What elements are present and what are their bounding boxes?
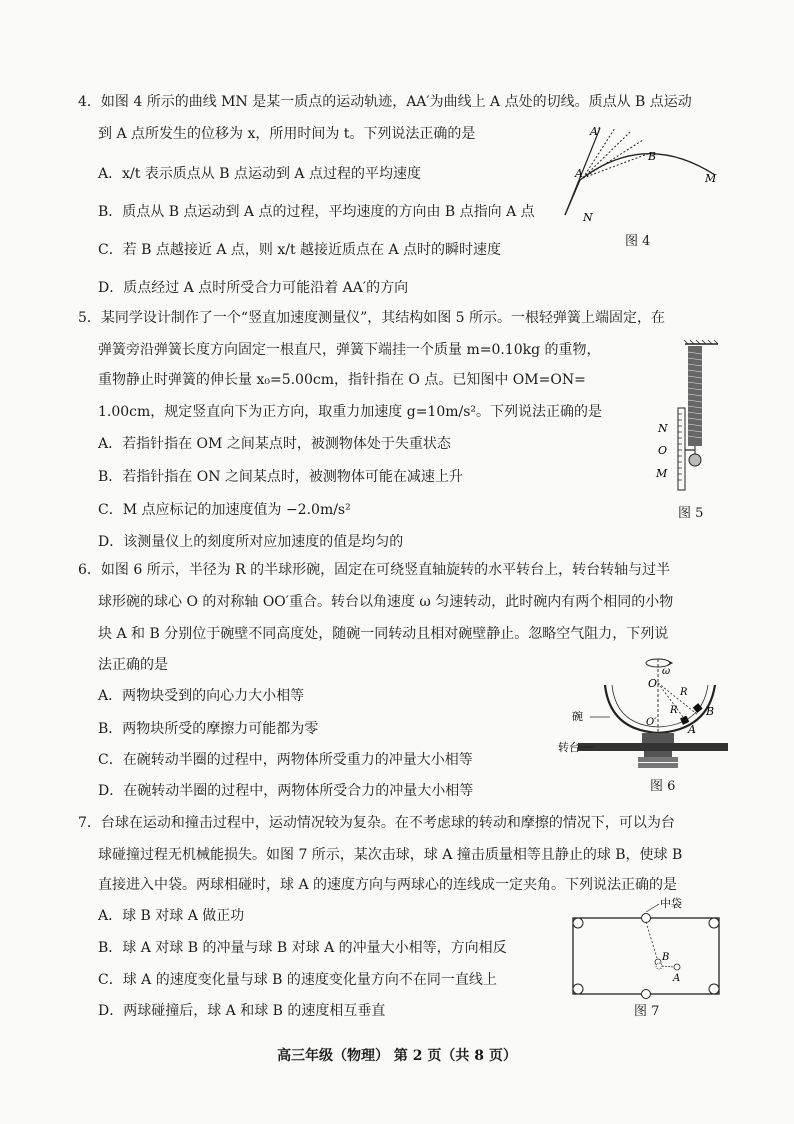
figure-5-caption: 图 5	[678, 506, 704, 521]
fig6-label-bowl: 碗	[572, 710, 583, 723]
fig7-label-b: B	[662, 952, 670, 963]
q7-option-c: C．球 A 的速度变化量与球 B 的速度变化量方向不在同一直线上	[98, 972, 497, 988]
fig6-label-r2: R	[670, 705, 678, 716]
q7-stem-line-1: 7．台球在运动和撞击过程中，运动情况较为复杂。在不考虑球的转动和摩擦的情况下，可以为台	[78, 815, 675, 831]
fig6-label-omega: ω	[662, 666, 671, 677]
q6-option-b: B．两物块所受的摩擦力可能都为零	[98, 721, 319, 737]
q5-stem-line-1: 5．某同学设计制作了一个“竖直加速度测量仪”，其结构如图 5 所示。一根轻弹簧上端固定，在	[78, 310, 666, 326]
q5-stem-line-2: 弹簧旁沿弹簧长度方向固定一根直尺，弹簧下端挂一个质量 m=0.10kg 的重物，	[98, 342, 601, 358]
q4-option-c: C．若 B 点越接近 A 点，则 x/t 越接近质点在 A 点时的瞬时速度	[98, 242, 502, 258]
q5-option-c: C．M 点应标记的加速度值为 −2.0m/s²	[98, 502, 351, 518]
fig4-label-b: B	[648, 150, 657, 163]
q6-stem-line-2: 球形碗的球心 O 的对称轴 OO′重合。转台以角速度 ω 匀速转动，此时碗内有两个相同的小物	[98, 594, 674, 610]
figure-4-diagram	[555, 120, 735, 230]
fig5-label-n: N	[658, 422, 668, 435]
figure-7-caption: 图 7	[634, 1004, 660, 1019]
q6-option-c: C．在碗转动半圈的过程中，两物体所受重力的冲量大小相等	[98, 752, 473, 768]
q4-stem-line-2: 到 A 点所发生的位移为 x，所用时间为 t。下列说法正确的是	[98, 126, 476, 142]
q7-option-d: D．两球碰撞后，球 A 和球 B 的速度相互垂直	[98, 1003, 386, 1019]
fig6-label-o: O	[648, 677, 658, 690]
fig6-label-r1: R	[680, 687, 688, 698]
fig7-label-side-pocket: 中袋	[660, 897, 682, 910]
q7-option-a: A．球 B 对球 A 做正功	[98, 908, 245, 924]
q4-option-d: D．质点经过 A 点时所受合力可能沿着 AA′的方向	[98, 280, 409, 296]
q7-stem-line-2: 球碰撞过程无机械能损失。如图 7 所示，某次击球，球 A 撞击质量相等且静止的球 B，使球 B	[98, 847, 683, 863]
fig4-label-a: A	[575, 167, 583, 180]
q4-stem-line-1: 4．如图 4 所示的曲线 MN 是某一质点的运动轨迹，AA′为曲线上 A 点处的切线。质点从 B 点运动	[78, 94, 692, 110]
figure-4-caption: 图 4	[625, 234, 651, 249]
q5-stem-line-3: 重物静止时弹簧的伸长量 x₀=5.00cm，指针指在 O 点。已知图中 OM=ON=	[98, 372, 586, 388]
q6-stem-line-4: 法正确的是	[98, 657, 168, 673]
figure-6-caption: 图 6	[650, 779, 676, 794]
fig5-label-o: O	[658, 444, 668, 457]
figure-7-diagram	[565, 897, 725, 1000]
q5-stem-line-4: 1.00cm，规定竖直向下为正方向，取重力加速度 g=10m/s²。下列说法正确的是	[98, 404, 603, 420]
figure-5-diagram	[650, 340, 720, 500]
q6-option-d: D．在碗转动半圈的过程中，两物体所受合力的冲量大小相等	[98, 783, 474, 799]
q6-stem-line-3: 块 A 和 B 分别位于碗壁不同高度处，随碗一同转动且相对碗壁静止。忽略空气阻力，下列说	[98, 626, 669, 642]
fig7-label-a: A	[673, 973, 681, 984]
q5-option-a: A．若指针指在 OM 之间某点时，被测物体处于失重状态	[98, 436, 451, 452]
fig4-label-m: M	[705, 172, 717, 185]
fig4-label-n: N	[583, 211, 593, 224]
figure-6-diagram	[560, 655, 740, 775]
fig4-label-a-prime: A′	[590, 125, 601, 138]
q7-stem-line-3: 直接进入中袋。两球相碰时，球 A 的速度方向与两球心的连线成一定夹角。下列说法正确的是	[98, 877, 678, 893]
fig6-label-turntable: 转台	[558, 741, 580, 754]
q4-option-a: A．x/t 表示质点从 B 点运动到 A 点过程的平均速度	[98, 166, 421, 182]
fig6-label-b: B	[706, 705, 715, 718]
fig6-label-a: A	[688, 723, 696, 736]
q5-option-b: B．若指针指在 ON 之间某点时，被测物体可能在减速上升	[98, 469, 463, 485]
q4-option-b: B．质点从 B 点运动到 A 点的过程，平均速度的方向由 B 点指向 A 点	[98, 204, 535, 220]
fig6-label-o-prime: O′	[646, 717, 657, 728]
q5-option-d: D．该测量仪上的刻度所对应加速度的值是均匀的	[98, 534, 404, 550]
q6-option-a: A．两物块受到的向心力大小相等	[98, 688, 305, 704]
fig5-label-m: M	[656, 467, 668, 480]
page-footer: 高三年级（物理） 第 2 页（共 8 页）	[277, 1048, 517, 1064]
q6-stem-line-1: 6．如图 6 所示，半径为 R 的半球形碗，固定在可绕竖直轴旋转的水平转台上，转台转轴与过半	[78, 562, 671, 578]
q7-option-b: B．球 A 对球 B 的冲量与球 B 对球 A 的冲量大小相等，方向相反	[98, 940, 507, 956]
